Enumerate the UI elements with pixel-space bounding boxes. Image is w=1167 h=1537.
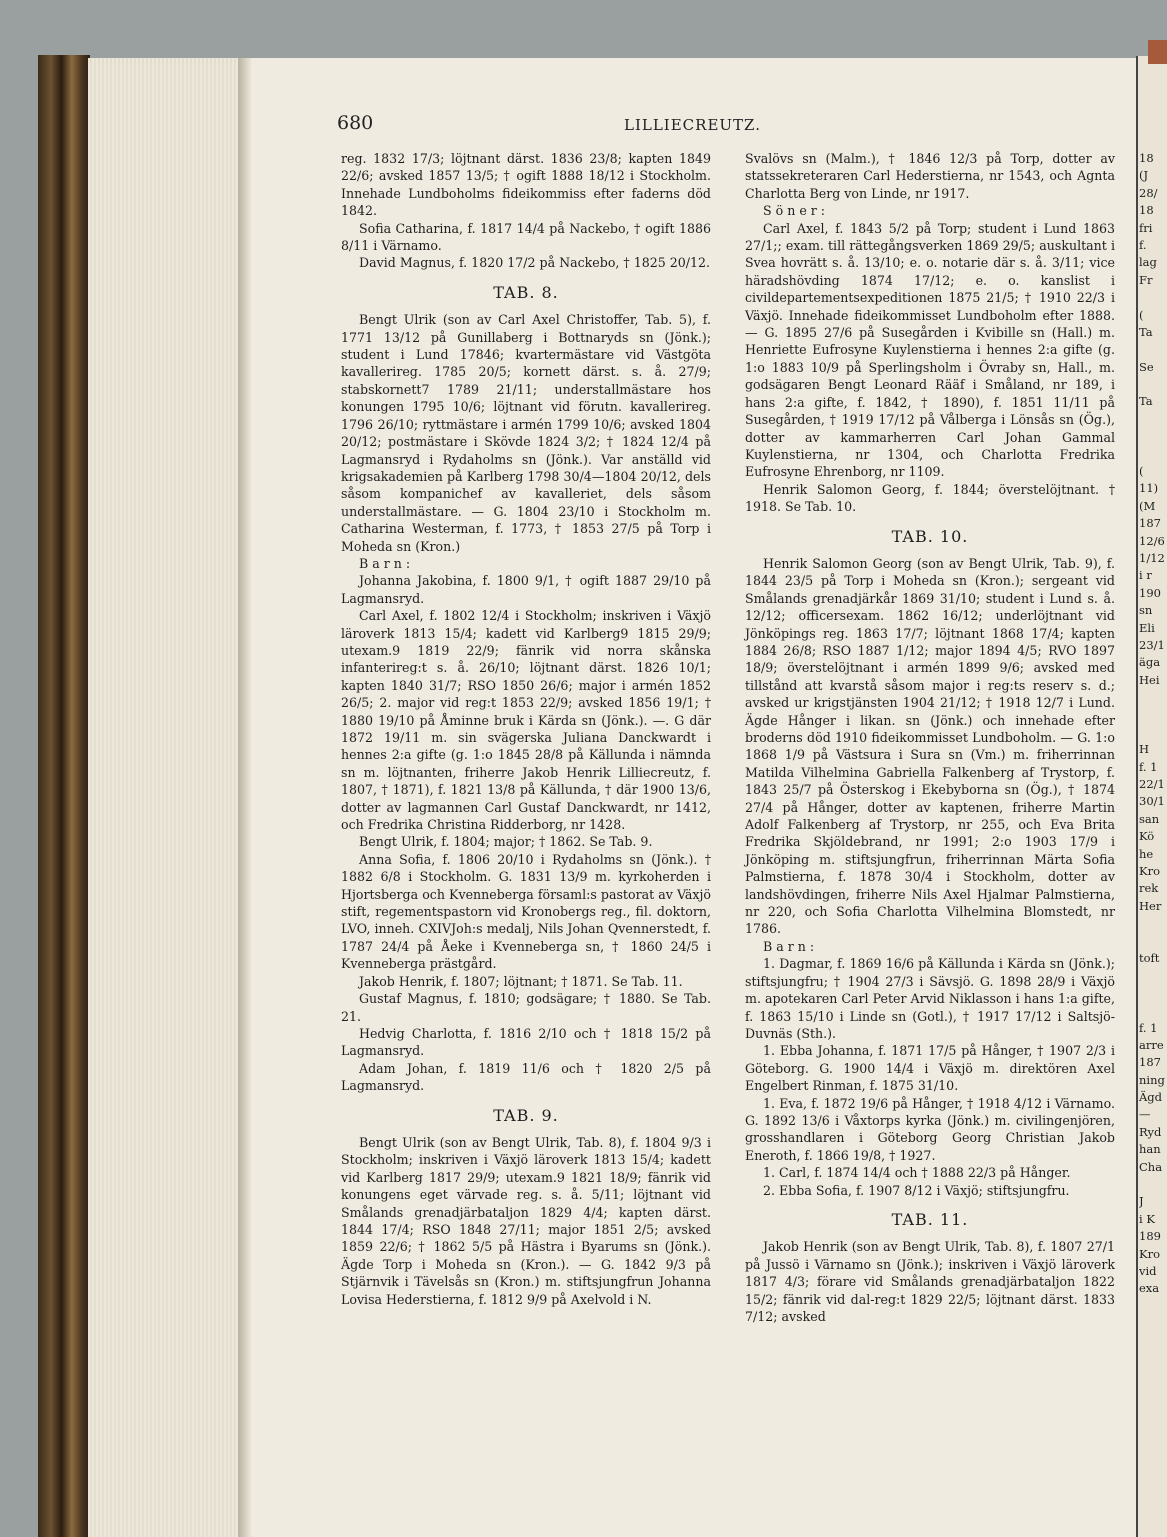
entry-paragraph: reg. 1832 17/3; löjtnant därst. 1836 23/8; kapten 1849 22/6; avsked 1857 13/5; † ogift 1888 18/12 i Stockholm. Innehade Lundboholms fideikommiss efter faderns död 1842. (341, 151, 711, 219)
fragment-line: ( (1139, 464, 1144, 479)
fragment-line: Her (1139, 898, 1162, 913)
fragment-line: vid (1139, 1264, 1157, 1278)
entry-paragraph: 2. Ebba Sofia, f. 1907 8/12 i Växjö; stiftsjungfru. (763, 1182, 1070, 1198)
next-page-fragments (1139, 150, 1167, 1298)
fragment-line: 11) (1139, 481, 1159, 496)
page-edges (88, 58, 246, 1537)
fragment-line: sn (1139, 603, 1153, 618)
entry-paragraph: Henrik Salomon Georg, f. 1844; överstelöjtnant. † 1918. Se Tab. 10. (745, 481, 1115, 515)
fragment-line: Eli (1139, 620, 1155, 635)
fragment-line: — (1139, 1107, 1151, 1122)
fragment-line: Kro (1139, 864, 1161, 879)
entry-paragraph: Bengt Ulrik (son av Bengt Ulrik, Tab. 8), f. 1804 9/3 i Stockholm; inskriven i Växjö läroverk 1813 15/4; kadett vid Karlberg 1817 29/9; utexam.9 1821 18/9; fänrik vid konungens eget värvade reg. s. å. 5/11; löjtnant vid Smålands grenadjärbataljon 1829 4/4; kapten därst. 1844 17/4; RSO 1848 27/11; major 1851 2/5; avsked 1859 22/6; † 1862 5/5 på Hästra i Byarums sn (Jönk.). Ägde Torp i Moheda sn (Kron.). — G. 1842 9/3 på Stjärnvik i Tävelsås sn (Kron.) m. stiftsjungfrun Johanna Lovisa Hederstierna, f. 1812 9/9 på Axelvold i N. (341, 1134, 711, 1307)
fragment-line: 18 (1139, 151, 1154, 165)
fragment-line: Fr (1139, 272, 1153, 287)
fragment-line (1139, 1002, 1167, 1019)
fragment-line (1139, 1176, 1167, 1193)
entry-paragraph: Bengt Ulrik (son av Carl Axel Christoffer, Tab. 5), f. 1771 13/12 på Gunillaberg i Bottnaryds sn (Jönk.); student i Lund 17846; kvartermästare vid Västgöta kavallerireg. 1785 20/5; kornett därst. s. å. 27/9; stabskornett7 1789 21/11; understallmästare hos konungen 1795 10/6; löjtnant vid förutn. kavallerireg. 1796 26/10; ryttmästare i armén 1799 10/6; avsked 1804 20/12; postmästare i Skövde 1824 3/2; † 1824 12/4 på Lagmansryd i Rydaholms sn (Jönk.). Var anställd vid krigsakademien på Karlberg 1798 30/4—1804 20/12, dels såsom kompanichef av kavalleriet, dels såsom understallmästare. — G. 1804 23/10 i Stockholm m. Catharina Westerman, f. 1773, † 1853 27/5 på Torp i Moheda sn (Kron.) (341, 312, 711, 554)
fragment-line: 23/1 (1139, 637, 1165, 652)
subheading: B a r n : (763, 938, 815, 954)
page-number: 680 (337, 112, 374, 134)
fragment-line: H (1139, 742, 1150, 757)
fragment-line: san (1139, 811, 1160, 826)
fragment-line: 12/6 (1139, 533, 1165, 548)
entry-paragraph: Carl Axel, f. 1802 12/4 i Stockholm; inskriven i Växjö läroverk 1813 15/4; kadett vid Karlberg9 1815 29/9; utexam.9 1819 22/9; fänrik vid norra skånska infanterireg:t s. å. 26/10; löjtnant därst. 1826 10/1; kapten 1840 31/7; RSO 1850 26/6; major i armén 1852 26/5; 2. major vid reg:t 1853 22/9; avsked 1856 19/1; † 1880 19/10 på Åminne bruk i Kärda sn (Jönk.). —. G där 1872 19/11 m. sin svägerska Juliana Danckwardt i hennes 2:a gifte (g. 1:o 1845 28/8 på Källunda i nämnda sn m. löjtnanten, friherre Jakob Henrik Lilliecreutz, f. 1807, † 1871), f. 1821 13/8 på Källunda, † där 1900 13/6, dotter av lagmannen Carl Gustaf Danckwardt, nr 1412, och Fredrika Christina Ridderborg, nr 1428. (341, 608, 711, 833)
fragment-line: i r (1139, 568, 1152, 583)
fragment-line: Kro (1139, 1246, 1161, 1261)
fragment-line (1139, 967, 1167, 984)
fragment-line: 190 (1139, 585, 1161, 600)
fragment-line: lag (1139, 255, 1157, 270)
fragment-line (1139, 446, 1167, 463)
table-heading: TAB. 9. (493, 1105, 559, 1125)
subheading: S ö n e r : (763, 203, 826, 219)
fragment-line: Se (1139, 359, 1154, 374)
fragment-line: 187 (1139, 1055, 1161, 1070)
fragment-line: 1/12 (1139, 550, 1165, 565)
fragment-line: han (1139, 1142, 1161, 1157)
entry-paragraph: Sofia Catharina, f. 1817 14/4 på Nackebo, † ogift 1886 8/11 i Värnamo. (341, 220, 711, 254)
left-column (341, 150, 711, 1308)
fragment-line (1139, 915, 1167, 932)
entry-paragraph: Carl Axel, f. 1843 5/2 på Torp; student i Lund 1863 27/1;; exam. till rättegångsverken 1869 29/5; auskultant i Svea hovrätt s. å. 13/10; e. o. notarie där s. å. 3/11; vice häradshövding 1874 17/12; e. o. kanslist i civildepartementsexpeditionen 1875 21/5; † 1910 22/3 i Växjö. Innehade fideikommisset Lundboholm efter 1888. — G. 1895 27/6 på Susegården i Kvibille sn (Hall.) m. Henriette Eufrosyne Kuylenstierna i hennes 2:a gifte (g. 1:o 1883 10/9 på Sperlingsholm i Övraby sn, Hall., m. godsägaren Bengt Leonard Rääf i Småland, nr 189, i hans 2:a gifte, f. 1842, † 1890), f. 1851 11/11 på Susegården, † 1919 17/12 på Vålberga i Lönsås sn (Ög.), dotter av kammarherren Carl Johan Gammal Kuylenstierna, nr 1304, och Charlotta Fredrika Eufrosyne Ehrenborg, nr 1109. (745, 220, 1115, 480)
entry-paragraph: 1. Dagmar, f. 1869 16/6 på Källunda i Kärda sn (Jönk.); stiftsjungfru; † 1904 27/3 i Sävsjö. G. 1898 28/9 i Växjö m. apotekaren Carl Peter Arvid Niklasson i hans 1:a gifte, f. 1863 15/10 i Linde sn (Gotl.), † 1917 17/12 i Saltsjö-Duvnäs (Sth.). (745, 956, 1115, 1041)
fragment-line (1139, 724, 1167, 741)
page-gutter (238, 58, 252, 1537)
table-heading: TAB. 11. (891, 1209, 969, 1229)
fragment-line: he (1139, 846, 1154, 861)
fragment-line: rek (1139, 881, 1159, 896)
fragment-line (1139, 411, 1167, 428)
fragment-line (1139, 376, 1167, 393)
entry-paragraph: 1. Carl, f. 1874 14/4 och † 1888 22/3 på Hånger. (763, 1165, 1071, 1181)
entry-paragraph: 1. Eva, f. 1872 19/6 på Hånger, † 1918 4/12 i Värnamo. G. 1892 13/6 i Våxtorps kyrka (Jönk.) m. civilingenjören, grosshandlaren i Göteborg Georg Christian Jakob Eneroth, f. 1866 19/8, † 1927. (745, 1095, 1115, 1163)
fragment-line: Kö (1139, 829, 1155, 844)
right-column (745, 150, 1115, 1325)
book-cover-edge (38, 55, 90, 1537)
entry-paragraph: Anna Sofia, f. 1806 20/10 i Rydaholms sn (Jönk.). † 1882 6/8 i Stockholm. G. 1831 13/9 m. kyrkoherden i Hjortsberga och Kvenneberga församl:s pastorat av Växjö stift, regementspastorn vid Kronobergs reg., fil. doktorn, LVO, inneh. CXIVJoh:s medalj, Nils Johan Qvennerstedt, f. 1787 24/4 på Åeke i Kvenneberga sn, † 1860 24/5 i Kvenneberga prästgård. (341, 851, 711, 972)
fragment-line: äga (1139, 655, 1161, 670)
fragment-line: 28/ (1139, 185, 1158, 200)
entry-paragraph: Hedvig Charlotta, f. 1816 2/10 och † 1818 15/2 på Lagmansryd. (341, 1025, 711, 1059)
fragment-line (1139, 933, 1167, 950)
fragment-line: 22/1 (1139, 777, 1165, 792)
entry-paragraph: Adam Johan, f. 1819 11/6 och † 1820 2/5 på Lagmansryd. (341, 1060, 711, 1094)
fragment-line (1139, 707, 1167, 724)
entry-paragraph: Jakob Henrik, f. 1807; löjtnant; † 1871. Se Tab. 11. (359, 973, 683, 989)
fragment-line (1139, 689, 1167, 706)
fragment-line: f. 1 (1139, 759, 1158, 774)
fragment-line (1139, 289, 1167, 306)
fragment-line: ning (1139, 1072, 1165, 1087)
entry-paragraph: Jakob Henrik (son av Bengt Ulrik, Tab. 8), f. 1807 27/1 på Jussö i Värnamo sn (Jönk.); inskriven i Växjö läroverk 1817 4/3; förare vid Smålands grenadjärbataljon 1822 15/2; fänrik vid dal-reg:t 1829 22/5; löjtnant därst. 1833 7/12; avsked (745, 1239, 1115, 1324)
fragment-line: i K (1139, 1211, 1155, 1226)
entry-paragraph: 1. Ebba Johanna, f. 1871 17/5 på Hånger, † 1907 2/3 i Göteborg. G. 1900 14/4 i Växjö m. direktören Axel Engelbert Rinman, f. 1875 31/10. (745, 1043, 1115, 1094)
fragment-line: J (1139, 1194, 1144, 1209)
fragment-line: Ta (1139, 394, 1153, 409)
entry-paragraph: Johanna Jakobina, f. 1800 9/1, † ogift 1887 29/10 på Lagmansryd. (341, 573, 711, 606)
facing-page-edge (1148, 40, 1167, 64)
entry-paragraph: Henrik Salomon Georg (son av Bengt Ulrik, Tab. 9), f. 1844 23/5 på Torp i Moheda sn (Kron.); sergeant vid Smålands grenadjärkår 1869 31/10; student i Lund s. å. 12/12; officersexam. 1862 16/12; underlöjtnant vid Jönköpings reg. 1863 17/7; löjtnant 1868 17/4; kapten 1884 26/8; RSO 1887 1/12; major 1894 4/5; RVO 1897 18/9; överstelöjtnant i armén 1899 9/6; avsked med tillstånd att kvarstå såsom major i reg:ts reserv s. d.; avsked ur krigstjänsten 1904 21/12; † 1918 12/7 i Lund. Ägde Hånger i likan. sn (Jönk.) och innehade efter broderns död 1910 fideikommisset Lundboholm. — G. 1:o 1868 1/9 på Västsura i Sura sn (Vm.) m. friherrinnan Matilda Vilhelmina Gabriella Falkenberg af Trystorp, f. 1843 25/7 på Österskog i Ekebyborna sn (Ög.), † 1874 27/4 på Hånger, dotter av kaptenen, friherre Martin Adolf Falkenberg af Trystorp, nr 255, och Eva Brita Fredrika Skjöldebrand, nr 1991; 2:o 1903 17/9 i Jönköping m. stiftsjungfrun, friherrinnan Märta Sofia Palmstierna, f. 1878 30/4 i Stockholm, dotter av landshövdingen, friherre Nils Axel Hjalmar Palmstierna, nr 220, och Sofia Charlotta Vilhelmina Blomstedt, nr 1786. (745, 555, 1115, 937)
fragment-line (1139, 341, 1167, 358)
fragment-line: arre (1139, 1037, 1164, 1052)
entry-paragraph: Bengt Ulrik, f. 1804; major; † 1862. Se Tab. 9. (359, 834, 653, 850)
fragment-line: Ägd (1139, 1090, 1163, 1105)
entry-paragraph: Svalövs sn (Malm.), † 1846 12/3 på Torp, dotter av statssekreteraren Carl Hederstierna, nr 1543, och Agnta Charlotta Berg von Linde, nr 1917. (745, 151, 1115, 201)
fragment-line: fri (1139, 220, 1153, 235)
fragment-line: ( (1139, 307, 1144, 322)
fragment-line: (J (1139, 168, 1149, 183)
table-heading: TAB. 8. (493, 282, 559, 302)
fragment-line: 30/1 (1139, 794, 1165, 809)
fragment-line: exa (1139, 1281, 1160, 1296)
entry-paragraph: Gustaf Magnus, f. 1810; godsägare; † 1880. Se Tab. 21. (341, 991, 711, 1024)
fragment-line: Hei (1139, 672, 1160, 687)
fragment-line: toft (1139, 950, 1160, 965)
fragment-line: f. 1 (1139, 1020, 1158, 1035)
fragment-line: Ryd (1139, 1124, 1162, 1139)
fragment-line: (M (1139, 498, 1156, 513)
fragment-line: Ta (1139, 324, 1153, 339)
fragment-line: 187 (1139, 516, 1161, 531)
entry-paragraph: David Magnus, f. 1820 17/2 på Nackebo, † 1825 20/12. (359, 255, 711, 271)
fragment-line: 189 (1139, 1229, 1161, 1244)
subheading: B a r n : (359, 555, 411, 571)
fragment-line: Cha (1139, 1159, 1163, 1174)
fragment-line: 18 (1139, 203, 1154, 218)
fragment-line: f. (1139, 237, 1147, 252)
fragment-line (1139, 985, 1167, 1002)
running-title: LILLIECREUTZ. (624, 116, 761, 134)
table-heading: TAB. 10. (891, 526, 969, 546)
fragment-line (1139, 428, 1167, 445)
